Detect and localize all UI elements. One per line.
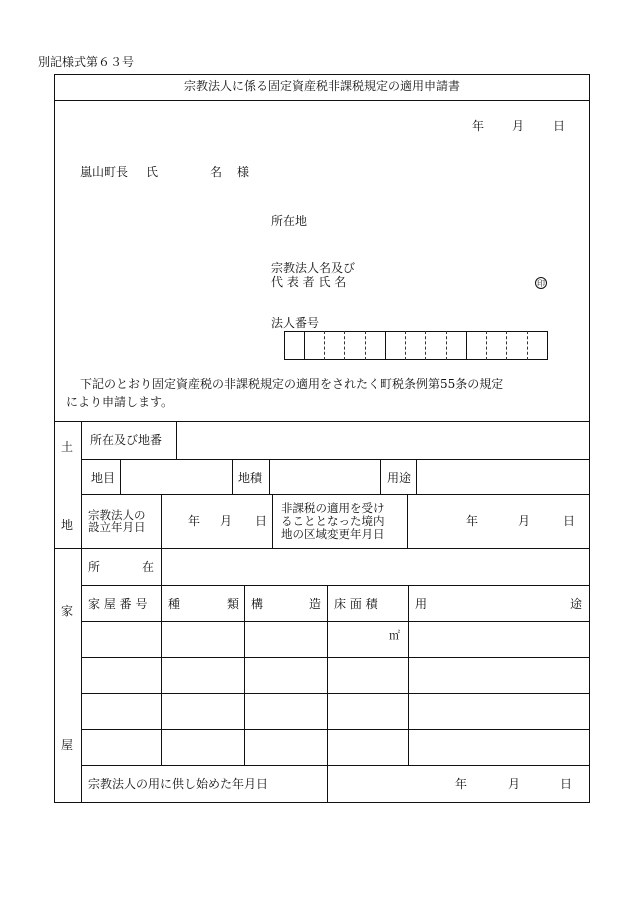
- house-col-divider: [408, 585, 409, 765]
- land-established-day: 日: [255, 514, 268, 528]
- land-row1-divider: [176, 421, 177, 459]
- house-header-kind-1: 種: [168, 597, 181, 611]
- land-established-month: 月: [220, 514, 233, 528]
- land-row3-divider: [407, 494, 408, 548]
- house-row-line: [81, 693, 590, 694]
- addressee-mei: 名: [210, 165, 223, 179]
- house-location-label-1: 所: [88, 560, 101, 574]
- land-change-day: 日: [563, 514, 576, 528]
- corp-number-label: 法人番号: [271, 316, 320, 330]
- addressee-sama: 様: [237, 165, 250, 179]
- form-title: 宗教法人に係る固定資産税非課税規定の適用申請書: [183, 79, 460, 93]
- corp-grid-solid-divider: [466, 331, 467, 360]
- land-chimoku-label: 地目: [91, 471, 116, 485]
- house-location-label: [88, 561, 154, 573]
- land-change-label-2: ることとなった境内: [281, 514, 385, 528]
- land-row1-bottom: [81, 459, 590, 460]
- land-row3-divider: [272, 494, 273, 548]
- house-location-divider: [161, 548, 162, 585]
- land-row2-divider: [380, 459, 381, 494]
- land-established-label-1: 宗教法人の: [88, 508, 146, 522]
- land-row2-divider: [416, 459, 417, 494]
- applicant-name-label-2: 代 表 者 氏 名: [271, 275, 347, 289]
- land-section-top: [54, 421, 590, 422]
- house-header-use: [415, 598, 582, 610]
- house-header-structure: [251, 598, 321, 610]
- addressee-name: 嵐山町長: [80, 165, 129, 179]
- corp-grid-dashed-divider: [486, 331, 487, 360]
- land-location-label: 所在及び地番: [90, 433, 163, 447]
- corp-grid-dashed-divider: [344, 331, 345, 360]
- house-section-top: [54, 548, 590, 549]
- corp-grid-dashed-divider: [425, 331, 426, 360]
- house-location-bottom: [81, 585, 590, 586]
- land-row2-bottom: [81, 494, 590, 495]
- house-col-divider: [161, 585, 162, 765]
- use-start-label: 宗教法人の用に供し始めた年月日: [88, 777, 269, 791]
- use-start-month: 月: [508, 777, 521, 791]
- header-month: 月: [512, 119, 525, 133]
- land-area-label: 地積: [238, 471, 263, 485]
- side-column-divider: [81, 421, 82, 803]
- house-row-line: [81, 621, 590, 622]
- seal-icon: 印: [537, 279, 545, 288]
- house-header-structure-1: 構: [251, 597, 264, 611]
- title-divider: [54, 100, 590, 101]
- house-header-number: 家 屋 番 号: [88, 597, 148, 611]
- form-number: 別記様式第６３号: [38, 55, 135, 69]
- house-header-floor-area: 床 面 積: [334, 597, 378, 611]
- land-use-label: 用途: [387, 471, 412, 485]
- land-row3-divider: [161, 494, 162, 548]
- house-row-line: [81, 657, 590, 658]
- land-established-label-2: 設立年月日: [88, 520, 146, 534]
- corp-grid-solid-divider: [304, 331, 305, 360]
- applicant-location-label: 所在地: [271, 214, 308, 228]
- house-row-line: [81, 729, 590, 730]
- header-day: 日: [553, 119, 566, 133]
- land-established-year: 年: [188, 514, 201, 528]
- house-header-structure-2: 造: [308, 597, 321, 611]
- header-year: 年: [472, 119, 485, 133]
- house-header-kind-2: 類: [226, 597, 239, 611]
- land-row2-divider: [120, 459, 121, 494]
- house-location-label-2: 在: [141, 560, 154, 574]
- house-header-kind: [168, 598, 239, 610]
- statement-line-1: 下記のとおり固定資産税の非課税規定の適用をされたく町税条例第55条の規定: [80, 377, 504, 391]
- use-start-year: 年: [455, 777, 468, 791]
- land-change-label-1: 非課税の適用を受け: [281, 501, 385, 515]
- land-row2-divider: [232, 459, 233, 494]
- statement-line-2: により申請します。: [66, 395, 174, 409]
- corp-grid-dashed-divider: [324, 331, 325, 360]
- corp-grid-solid-divider: [385, 331, 386, 360]
- land-change-month: 月: [518, 514, 531, 528]
- house-row-line: [81, 765, 590, 766]
- corp-grid-dashed-divider: [446, 331, 447, 360]
- land-side-label-top: 土: [61, 440, 74, 454]
- corp-grid-dashed-divider: [365, 331, 366, 360]
- land-change-label-3: 地の区域変更年月日: [281, 527, 385, 541]
- house-header-use-1: 用: [415, 597, 428, 611]
- house-header-use-2: 途: [569, 597, 582, 611]
- corp-grid-dashed-divider: [506, 331, 507, 360]
- house-col-divider: [244, 585, 245, 765]
- land-side-label-bottom: 地: [61, 518, 74, 532]
- house-side-label-bottom: 屋: [61, 738, 74, 752]
- land-row2-divider: [269, 459, 270, 494]
- land-change-year: 年: [466, 514, 479, 528]
- addressee-shi: 氏: [146, 165, 159, 179]
- applicant-name-label-1: 宗教法人名及び: [271, 261, 356, 275]
- corp-grid-dashed-divider: [405, 331, 406, 360]
- use-start-day: 日: [560, 777, 573, 791]
- corp-grid-dashed-divider: [527, 331, 528, 360]
- area-unit: ㎡: [389, 629, 400, 642]
- house-col-divider: [327, 585, 328, 803]
- house-side-label-top: 家: [61, 604, 74, 618]
